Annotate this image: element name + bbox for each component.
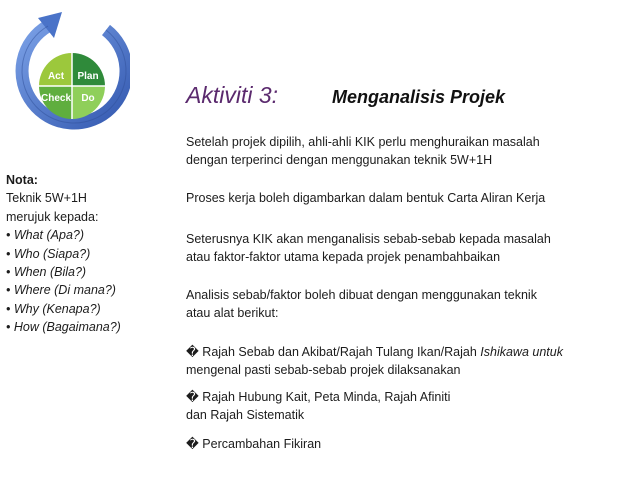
tool-bullet-brainstorm: [186, 435, 626, 453]
nota-item-what: • What (Apa?): [6, 228, 85, 243]
paragraph-process: [186, 189, 626, 207]
pdca-act-label: Act: [47, 71, 65, 82]
pdca-do-label: Do: [81, 93, 95, 104]
bullet-text-italic: Ishikawa untuk: [480, 345, 563, 359]
activity-number: Aktiviti 3:: [186, 82, 279, 108]
paragraph-analysis: [186, 230, 626, 267]
bullet-text: mengenal pasti sebab-sebab projek dilaksanakan: [186, 363, 461, 378]
nota-line: merujuk kepada:: [6, 209, 99, 224]
nota-item-how: • How (Bagaimana?): [6, 320, 121, 335]
tool-bullet-fishbone: [186, 343, 626, 380]
pdca-check-label: Check: [40, 93, 72, 104]
paragraph-line: Proses kerja boleh digambarkan dalam bentuk Carta Aliran Kerja: [186, 191, 546, 205]
bullet-text: � Percambahan Fikiran: [186, 437, 322, 451]
nota-panel: [6, 171, 176, 337]
paragraph-line: dengan terperinci dengan menggunakan teknik 5W+1H: [186, 153, 493, 168]
pdca-cycle-icon: [14, 8, 130, 154]
paragraph-intro: [186, 133, 626, 170]
paragraph-line: Setelah projek dipilih, ahli-ahli KIK perlu menghuraikan masalah: [186, 135, 540, 149]
slide-heading: [186, 82, 626, 116]
paragraph-line: atau faktor-faktor utama kepada projek penambahbaikan: [186, 250, 501, 265]
nota-title: Nota:: [6, 173, 38, 187]
nota-item-where: • Where (Di mana?): [6, 283, 116, 298]
activity-title: Menganalisis Projek: [332, 87, 506, 107]
bullet-text: � Rajah Hubung Kait, Peta Minda, Rajah Afiniti: [186, 390, 451, 404]
bullet-text: � Rajah Sebab dan Akibat/Rajah Tulang Ikan/Rajah: [186, 345, 481, 359]
tool-bullet-relations: [186, 388, 626, 425]
paragraph-line: Analisis sebab/faktor boleh dibuat dengan menggunakan teknik: [186, 288, 537, 302]
paragraph-line: Seterusnya KIK akan menganalisis sebab-sebab kepada masalah: [186, 232, 551, 246]
nota-item-why: • Why (Kenapa?): [6, 301, 101, 316]
nota-item-when: • When (Bila?): [6, 265, 87, 280]
paragraph-line: atau alat berikut:: [186, 306, 279, 321]
nota-item-who: • Who (Siapa?): [6, 246, 91, 261]
bullet-text: dan Rajah Sistematik: [186, 408, 305, 423]
paragraph-tools: [186, 286, 626, 323]
pdca-plan-label: Plan: [77, 71, 99, 82]
nota-line: Teknik 5W+1H: [6, 191, 87, 206]
